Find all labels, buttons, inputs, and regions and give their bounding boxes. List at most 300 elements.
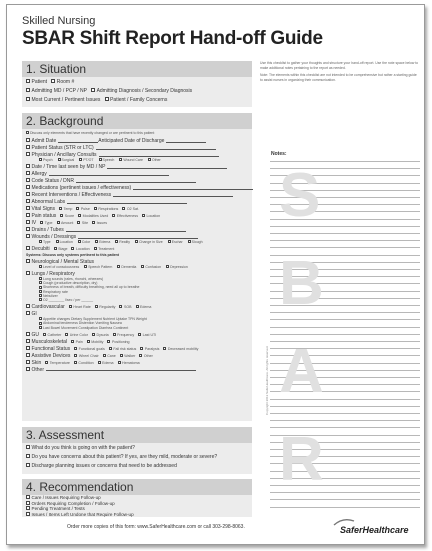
recommendation-heading: 4. Recommendation [22, 479, 252, 495]
field-label: What do you think is going on with the patient? [31, 445, 135, 451]
inline-option[interactable] [65, 333, 88, 337]
inline-option[interactable] [69, 305, 91, 309]
write-line[interactable] [113, 196, 233, 197]
page-title: SBAR Shift Report Hand-off Guide [22, 28, 323, 49]
field-label: Wounds / Dressings [31, 234, 77, 240]
checkbox[interactable] [26, 311, 30, 315]
inline-option[interactable] [74, 361, 94, 365]
checkbox[interactable] [26, 512, 30, 516]
inline-option[interactable] [103, 354, 116, 358]
inline-option[interactable] [71, 247, 89, 251]
field-label: Medications (pertinent issues / effectiveness) [31, 185, 132, 191]
inline-option[interactable] [43, 333, 61, 337]
line-text: Nebulizer [43, 293, 58, 298]
checkbox[interactable] [92, 333, 95, 336]
background-row [26, 199, 420, 205]
note-line[interactable] [270, 420, 420, 421]
checkbox[interactable] [26, 367, 30, 371]
inline-option[interactable] [120, 354, 136, 358]
checkbox[interactable] [26, 495, 30, 499]
sub-option[interactable] [58, 158, 75, 162]
write-line[interactable] [78, 238, 198, 239]
field-label: Room # [56, 79, 75, 85]
checkbox[interactable] [26, 79, 30, 83]
option-label: Respirations [98, 207, 119, 211]
checkbox[interactable] [39, 290, 42, 293]
checkbox[interactable] [79, 158, 82, 161]
note-line[interactable] [270, 507, 420, 508]
checkbox[interactable] [77, 221, 80, 224]
checkbox[interactable] [56, 240, 59, 243]
line-text: O2 ________ l/sec / per ______ [43, 298, 94, 302]
checkbox[interactable] [26, 178, 30, 182]
checkbox[interactable] [69, 305, 72, 308]
sub-option[interactable] [168, 240, 183, 244]
checkbox[interactable] [117, 265, 120, 268]
inline-option[interactable] [71, 340, 83, 344]
inline-option[interactable] [57, 221, 74, 225]
checkbox[interactable] [54, 247, 57, 250]
inline-option[interactable] [119, 305, 131, 309]
checkbox[interactable] [112, 214, 115, 217]
checkbox[interactable] [78, 214, 81, 217]
write-line[interactable] [49, 175, 169, 176]
checkbox[interactable] [74, 361, 77, 364]
line-text: Shortness of breath, difficulty breathing, need all up to breathe [43, 285, 140, 290]
option-label: Issues [96, 221, 108, 225]
option-label: Psych [43, 158, 53, 162]
notes-label: Notes: [271, 151, 287, 157]
option-label: Location [146, 214, 161, 218]
checkbox[interactable] [98, 361, 101, 364]
inline-option[interactable] [107, 340, 129, 344]
checkbox[interactable] [26, 304, 30, 308]
checkbox[interactable] [40, 221, 43, 224]
checkbox[interactable] [92, 221, 95, 224]
checkbox[interactable] [87, 340, 90, 343]
field-label: Do you have concerns about this patient? If yes, are they mild, moderate or severe? [31, 454, 218, 460]
inline-option[interactable] [113, 333, 134, 337]
assessment-row [26, 445, 420, 451]
option-label: Site [81, 221, 89, 225]
checkbox[interactable] [26, 199, 30, 203]
copyright-text: Copyright 2013 SaferHealthcare. All rights reserved. [265, 345, 269, 415]
checkbox[interactable] [26, 138, 30, 142]
field-label: Cardiovascular [31, 304, 65, 311]
option-label: SOB [123, 305, 132, 310]
inline-option[interactable] [138, 333, 156, 337]
sub-option[interactable] [148, 158, 161, 162]
checkbox[interactable] [60, 214, 63, 217]
option-label: Stage [58, 247, 68, 251]
checkbox[interactable] [74, 347, 77, 350]
checkbox[interactable] [140, 347, 143, 350]
checkbox[interactable] [166, 265, 169, 268]
checkbox[interactable] [119, 158, 122, 161]
checkbox[interactable] [26, 360, 30, 364]
inline-option[interactable] [94, 247, 115, 251]
checkbox[interactable] [26, 332, 30, 336]
write-line[interactable] [107, 168, 227, 169]
field-label: Code Status / DNR [31, 178, 75, 184]
checkbox[interactable] [94, 207, 97, 210]
write-line[interactable] [133, 189, 253, 190]
checkbox[interactable] [26, 454, 30, 458]
option-label: Location [59, 240, 73, 244]
inline-option[interactable] [87, 340, 104, 344]
checkbox[interactable] [122, 207, 125, 210]
checkbox[interactable] [26, 164, 30, 168]
write-line[interactable] [99, 156, 219, 157]
inline-option[interactable] [92, 333, 109, 337]
option-label: Type [44, 221, 53, 225]
footer-text: Order more copies of this form: www.SaferHealthcare.com or call 303-298-8063. [67, 524, 245, 530]
field-label: Most Current / Pertinent Issues [31, 97, 101, 103]
inline-option[interactable] [40, 221, 52, 225]
checkbox[interactable] [39, 294, 42, 297]
inline-option[interactable] [95, 305, 116, 309]
sub-line [39, 298, 420, 302]
field-label: Other [31, 366, 45, 373]
checkbox[interactable] [84, 265, 87, 268]
line-text: Last Bowel Movement Constipation Diarrhea Continent [43, 325, 129, 330]
option-label: Color [81, 240, 91, 244]
checkbox[interactable] [65, 333, 68, 336]
option-label: Effectiveness [116, 214, 139, 218]
checkbox[interactable] [95, 305, 98, 308]
inline-option[interactable] [136, 305, 152, 309]
checkbox[interactable] [26, 220, 30, 224]
checkbox[interactable] [142, 214, 145, 217]
sub-option[interactable] [95, 240, 110, 244]
option-label: Catheter [47, 332, 62, 337]
option-label: Other [151, 158, 161, 162]
checkbox[interactable] [26, 192, 30, 196]
field-label: Neurological / Mental Status [31, 259, 95, 265]
line-text: Cough (productive description, dry) [43, 281, 98, 286]
sub-option[interactable] [119, 158, 143, 162]
field-label: Patient Status (STR or LTC) [31, 145, 94, 151]
field-label: Date / Time last seen by MD / NP [31, 164, 106, 170]
checkbox[interactable] [51, 79, 55, 83]
option-label: Modalities Used [82, 214, 109, 218]
checkbox[interactable] [43, 333, 46, 336]
inline-option[interactable] [140, 347, 159, 351]
option-label: Wheel Chair [78, 353, 99, 358]
checkbox[interactable] [148, 158, 151, 161]
background-heading: 2. Background [22, 113, 252, 129]
option-label: Edema [140, 305, 152, 310]
sub-option[interactable] [78, 240, 90, 244]
inline-option[interactable] [60, 214, 74, 218]
field-label: IV [31, 220, 37, 226]
checkbox[interactable] [26, 339, 30, 343]
checkbox[interactable] [26, 463, 30, 467]
inline-option[interactable] [59, 207, 72, 211]
checkbox[interactable] [39, 286, 42, 289]
inline-option[interactable] [76, 207, 90, 211]
checkbox[interactable] [91, 88, 95, 92]
field-label: Functional Status [31, 345, 71, 352]
sbar-letter: R [279, 425, 324, 494]
checkbox[interactable] [115, 240, 118, 243]
logo: SaferHealthcare [340, 525, 409, 535]
sub-options [39, 240, 420, 244]
field-label: Assistive Devices [31, 352, 71, 359]
sub-options [39, 265, 420, 269]
field-label: Musculoskeletal [31, 338, 68, 345]
field-label: Issues / Items Left Undone that Require Follow-up [31, 511, 134, 517]
background-row [26, 360, 420, 366]
inline-option[interactable] [77, 221, 88, 225]
background-row [26, 220, 420, 226]
checkbox[interactable] [26, 227, 30, 231]
option-label: Level of consciousness [43, 265, 80, 269]
note-line[interactable] [270, 413, 420, 414]
option-label: Other [143, 353, 153, 358]
option-label: Surgical [61, 158, 75, 162]
inline-option[interactable] [139, 354, 153, 358]
option-label: Edema [102, 360, 114, 365]
checkbox[interactable] [39, 281, 42, 284]
sub-option[interactable] [79, 158, 93, 162]
option-label: Walker [124, 353, 136, 358]
field-label: Orders Requiring Completion / Follow-up [31, 500, 115, 506]
option-label: Confusion [145, 265, 162, 269]
checkbox[interactable] [57, 221, 60, 224]
checkbox[interactable] [136, 305, 139, 308]
header-kicker: Skilled Nursing [22, 15, 96, 27]
inline-option[interactable] [109, 347, 136, 351]
checkbox[interactable] [118, 361, 121, 364]
checkbox[interactable] [71, 340, 74, 343]
sub-option[interactable] [39, 158, 53, 162]
write-line[interactable] [166, 142, 206, 143]
field-label: Admit Date [31, 138, 57, 144]
field-label: Patient / Family Concerns [110, 97, 168, 103]
checkbox[interactable] [26, 88, 30, 92]
checkbox[interactable] [139, 354, 142, 357]
sbar-letter: B [279, 249, 324, 318]
checkbox[interactable] [39, 277, 42, 280]
inline-option[interactable] [74, 347, 105, 351]
field-label: Care / Issues Requiring Follow-up [31, 495, 101, 500]
sbar-letter: A [279, 337, 324, 406]
intro-note: Note: The elements within this checklist are not intended to be comprehensive but rather a starting guide to assist nurses in organizing their communication. [260, 73, 417, 82]
checkbox[interactable] [168, 240, 171, 243]
inline-option[interactable] [118, 361, 140, 365]
checkbox[interactable] [39, 322, 42, 325]
situation-row [26, 88, 420, 94]
checkbox[interactable] [26, 353, 30, 357]
checkbox[interactable] [163, 347, 166, 350]
checkbox[interactable] [103, 354, 106, 357]
option-label: Score [64, 214, 75, 218]
checkbox[interactable] [78, 240, 81, 243]
sub-option[interactable] [56, 240, 73, 244]
background-row [26, 367, 420, 373]
checkbox[interactable] [26, 185, 30, 189]
field-label: Pending Treatment / Tests [31, 506, 85, 511]
note-text: Discuss only elements that have recently changed or are pertinent to this patient [30, 131, 155, 135]
checkbox[interactable] [141, 265, 144, 268]
note-line[interactable] [270, 499, 420, 500]
background-row [26, 192, 420, 198]
sub-option[interactable] [117, 265, 136, 269]
background-note [26, 131, 420, 135]
option-label: Dysuria [96, 332, 109, 337]
sub-option[interactable] [166, 265, 188, 269]
field-label: GI [31, 311, 37, 318]
option-label: Positioning [111, 339, 130, 344]
checkbox[interactable] [95, 240, 98, 243]
checkbox[interactable] [58, 158, 61, 161]
checkbox[interactable] [26, 506, 30, 510]
sub-option[interactable] [84, 265, 112, 269]
sub-option[interactable] [135, 240, 163, 244]
checkbox[interactable] [26, 145, 30, 149]
sub-option[interactable] [39, 240, 51, 244]
sub-option[interactable] [115, 240, 130, 244]
background-row [26, 213, 420, 219]
checkbox[interactable] [109, 347, 112, 350]
field-label: Pain status [31, 213, 57, 219]
form-page [6, 4, 425, 545]
recommendation-row [26, 501, 420, 506]
option-label: Treatment [98, 247, 115, 251]
background-row [26, 227, 420, 233]
checkbox[interactable] [76, 207, 79, 210]
inline-option[interactable] [122, 207, 139, 211]
inline-option[interactable] [74, 354, 98, 358]
inline-option[interactable] [142, 214, 160, 218]
field-label: Allergy [31, 171, 47, 177]
checkbox[interactable] [94, 247, 97, 250]
checkbox[interactable] [71, 247, 74, 250]
background-row [26, 332, 420, 338]
line-text: Lung sounds (rales, rhonchi, wheezes) [43, 277, 104, 281]
option-label: Type [43, 240, 51, 244]
inline-option[interactable] [45, 361, 70, 365]
sub-options [39, 158, 420, 162]
inline-option[interactable] [94, 207, 118, 211]
option-label: Condition [78, 360, 94, 365]
background-row [26, 138, 420, 144]
checkbox[interactable] [26, 171, 30, 175]
checkbox[interactable] [26, 271, 30, 275]
field-label: Admitting Diagnosis / Secondary Diagnosis [96, 88, 193, 94]
sub-option[interactable] [39, 265, 79, 269]
option-label: Slough [191, 240, 203, 244]
checkbox[interactable] [45, 361, 48, 364]
field-label: Lungs / Respiratory [31, 271, 75, 277]
checkbox[interactable] [59, 207, 62, 210]
field-label: Patient [31, 79, 48, 85]
checkbox[interactable] [105, 97, 109, 101]
checkbox[interactable] [26, 346, 30, 350]
checkbox[interactable] [26, 152, 30, 156]
sub-line [39, 326, 420, 330]
checkbox[interactable] [26, 131, 29, 134]
checkbox[interactable] [26, 234, 30, 238]
field-label: Vital Signs [31, 206, 56, 212]
write-line[interactable] [58, 142, 98, 143]
line-text: Abdominal tenderness Distention Vomiting Nausea [43, 321, 122, 326]
checkbox[interactable] [135, 240, 138, 243]
sub-option[interactable] [188, 240, 203, 244]
sub-option[interactable] [141, 265, 161, 269]
inline-option[interactable] [92, 221, 107, 225]
checkbox[interactable] [26, 259, 30, 263]
inline-option[interactable] [78, 214, 108, 218]
checkbox[interactable] [188, 240, 191, 243]
write-line[interactable] [66, 231, 186, 232]
option-label: Functional goals [78, 346, 105, 351]
background-row [26, 339, 420, 345]
checkbox[interactable] [26, 97, 30, 101]
checkbox[interactable] [39, 265, 42, 268]
checkbox[interactable] [113, 333, 116, 336]
checkbox[interactable] [39, 326, 42, 329]
sub-option[interactable] [99, 158, 115, 162]
background-row [26, 206, 420, 212]
checkbox[interactable] [26, 501, 30, 505]
inline-option[interactable] [112, 214, 138, 218]
inline-option[interactable] [163, 347, 198, 351]
checkbox[interactable] [26, 206, 30, 210]
option-label: Heart Rate [73, 305, 91, 310]
field-label: Skin [31, 359, 42, 366]
option-label: Location [75, 247, 90, 251]
option-label: Decreased mobility [167, 346, 199, 351]
write-line[interactable] [76, 182, 196, 183]
option-label: Regularity [99, 305, 116, 310]
checkbox[interactable] [39, 158, 42, 161]
checkbox[interactable] [138, 333, 141, 336]
write-line[interactable] [96, 149, 216, 150]
option-label: PT/OT [83, 158, 94, 162]
option-label: Speech Pattern [88, 265, 113, 269]
checkbox[interactable] [119, 305, 122, 308]
checkbox[interactable] [107, 340, 110, 343]
option-label: Eschar [171, 240, 183, 244]
option-label: Reality [119, 240, 130, 244]
field-label: Abnormal Labs [31, 199, 66, 205]
checkbox[interactable] [74, 354, 77, 357]
checkbox[interactable] [39, 240, 42, 243]
option-label: Hematoma [122, 360, 140, 365]
write-line[interactable] [67, 203, 187, 204]
checkbox[interactable] [26, 213, 30, 217]
option-label: Urine Color [69, 332, 88, 337]
checkbox[interactable] [99, 158, 102, 161]
intro-paragraph: Use this checklist to gather your thoughts and structure your hand-off report. Use the note space below to make additional notes pertaining to the report as needed. [260, 61, 419, 70]
situation-row [26, 79, 420, 85]
option-label: Cane [107, 353, 116, 358]
inline-option[interactable] [98, 361, 114, 365]
option-label: O2 Sat. [126, 207, 140, 211]
checkbox[interactable] [39, 317, 42, 320]
inline-option[interactable] [54, 247, 68, 251]
checkbox[interactable] [26, 246, 30, 250]
background-row [26, 178, 420, 184]
situation-row [26, 97, 420, 103]
option-label: Edema [99, 240, 111, 244]
write-line[interactable] [46, 370, 196, 371]
checkbox[interactable] [26, 445, 30, 449]
checkbox[interactable] [120, 354, 123, 357]
checkbox[interactable] [39, 298, 42, 301]
